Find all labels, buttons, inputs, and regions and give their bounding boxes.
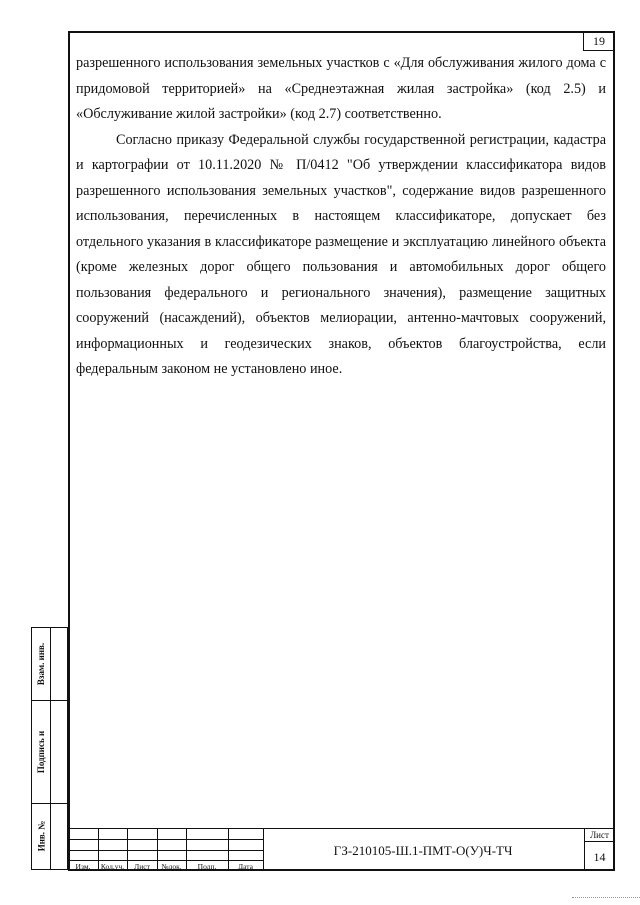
- col-list: Лист: [134, 862, 150, 871]
- paragraph-main: Согласно приказу Федеральной службы государственной регистрации, кадастра и картографии от 10.11.2020 № П/0412 "Об утверждении классификатора видов разрешенного использования земельных участков", содержание видов разрешенного использования, перечисленных в настоящем классификаторе, допускает без отдельного указания в классификаторе размещение и эксплуатацию линейного объекта (кроме железных дорог общего пользования и автомобильных дорог общего пользования федерального и регионального значения), размещение защитных сооружений (насаждений), объектов мелиорации, антенно-мачтовых сооружений, информационных и геодезических знаков, объектов благоустройства, если федеральным законом не установлено иное.: [76, 131, 606, 377]
- title-block: [68, 828, 615, 871]
- side-label-replace-inv: Взам. инв.: [36, 642, 47, 686]
- col-ndok: №док.: [161, 862, 182, 871]
- page-frame: [68, 31, 615, 871]
- document-code: ГЗ-210105-Ш.1-ПМТ-О(У)Ч-ТЧ: [333, 842, 513, 858]
- col-data: Дата: [238, 862, 253, 871]
- sheet-label: Лист: [590, 830, 609, 840]
- paragraph-continuation: разрешенного использования земельных участков с «Для обслуживания жилого дома с придомовой территорией» на «Среднеэтажная жилая застройка» (код 2.5) и «Обслуживание жилой застройки» (код 2.7) соответственно.: [76, 55, 606, 122]
- page-number: 19: [583, 31, 615, 51]
- side-label-inv-no: Инв. №: [36, 820, 46, 852]
- side-stamp-divider: [50, 628, 51, 869]
- side-label-signature: Подпись и: [36, 730, 47, 773]
- col-kol-uch: Кол.уч.: [100, 862, 125, 871]
- side-stamp: [31, 627, 68, 870]
- sheet-number: 14: [593, 850, 606, 864]
- tb-row-line: [68, 850, 263, 851]
- col-izm: Изм.: [75, 862, 91, 871]
- col-podp: Подп.: [197, 862, 217, 871]
- document-body: [76, 51, 606, 383]
- tb-row-line: [68, 839, 263, 840]
- scan-artifact: [572, 897, 640, 898]
